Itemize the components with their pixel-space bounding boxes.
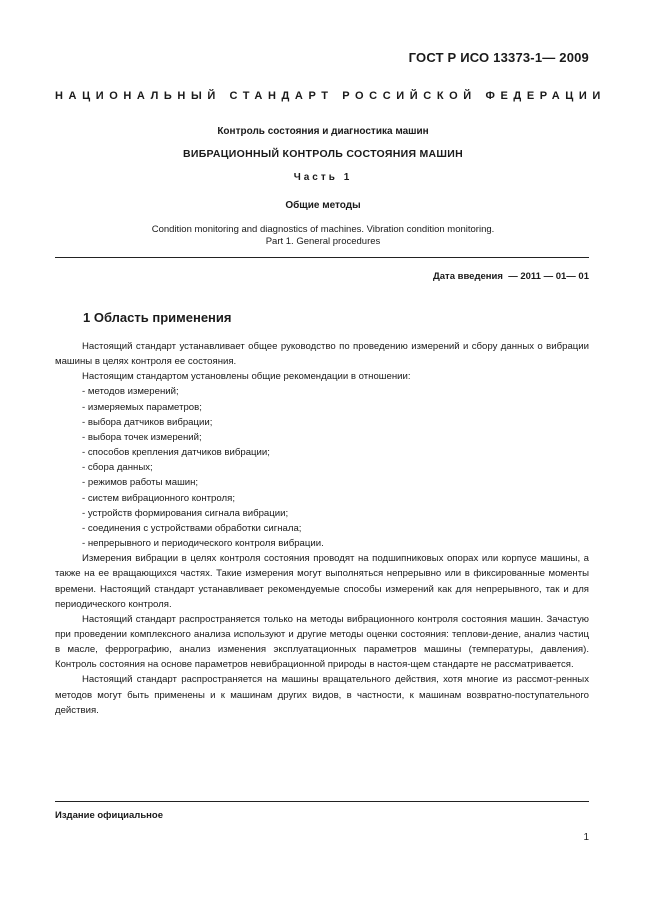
paragraph-5: Настоящий стандарт распространяется на машины вращательного действия, хотя многие из рассмот-ренных методов могут быть применены и к машинам других видов, в частности, к машинам возвратно-поступательного действия.	[55, 674, 589, 716]
top-divider	[55, 257, 589, 258]
part-title: Общие методы	[285, 200, 361, 211]
page-number: 1	[583, 832, 589, 843]
effective-date-value: — 2011 — 01— 01	[508, 271, 589, 282]
english-title	[0, 224, 646, 248]
list-item: - методов измерений;	[82, 386, 179, 398]
part-number: Часть 1	[293, 172, 353, 183]
paragraph-3: Измерения вибрации в целях контроля состояния проводят на подшипниковых опорах или корпусе машины, а также на ее вращающихся частях. Такие измерения могут выполняться непрерывно или в фиксированные моменты времени. Настоящий стандарт устанавливает рекомендуемые способы измерений как для непрерывного, так и для периодического контроля.	[55, 553, 589, 610]
paragraph-2: Настоящим стандартом установлены общие рекомендации в отношении:	[82, 371, 411, 383]
list-item: - выбора датчиков вибрации;	[82, 416, 213, 428]
list-item: - непрерывного и периодического контроля вибрации.	[82, 538, 324, 550]
official-edition: Издание официальное	[55, 810, 163, 821]
national-standard-banner: НАЦИОНАЛЬНЫЙ СТАНДАРТ РОССИЙСКОЙ ФЕДЕРАЦИИ	[55, 90, 606, 102]
list-item: - устройств формирования сигнала вибрации;	[82, 507, 289, 519]
standard-number: ГОСТ Р ИСО 13373-1— 2009	[408, 50, 589, 65]
section-body	[55, 339, 589, 718]
list-item: - систем вибрационного контроля;	[82, 492, 235, 504]
title-line-1: Контроль состояния и диагностика машин	[217, 126, 429, 137]
effective-date	[433, 271, 589, 282]
title-line-2: ВИБРАЦИОННЫЙ КОНТРОЛЬ СОСТОЯНИЯ МАШИН	[182, 148, 464, 160]
list-item: - способов крепления датчиков вибрации;	[82, 447, 270, 459]
effective-date-label: Дата введения	[433, 271, 503, 282]
list-item: - соединения с устройствами обработки сигнала;	[82, 522, 302, 534]
footer-divider	[55, 801, 589, 802]
section-heading: 1 Область применения	[83, 310, 232, 325]
paragraph-1: Настоящий стандарт устанавливает общее руководство по проведению измерений и сбору данных о вибрации машины в целях контроля ее состояния.	[55, 341, 589, 368]
english-title-line-1: Condition monitoring and diagnostics of machines. Vibration condition monitoring.	[151, 224, 495, 235]
list-item: - режимов работы машин;	[82, 477, 199, 489]
list-item: - измеряемых параметров;	[82, 401, 202, 413]
english-title-line-2: Part 1. General procedures	[265, 236, 381, 247]
list-item: - выбора точек измерений;	[82, 431, 202, 443]
paragraph-4: Настоящий стандарт распространяется только на методы вибрационного контроля состояния машин. Зачастую при проведении комплексного анализа используют и другие методы оценки состояния: теплови-дение, анализ частиц в масле, феррографию, анализ изменения эксплуатационных параметров машины (температуры, давления). Контроль состояния на основе параметров невибрационной природы в настоя-щем стандарте не рассматривается.	[55, 613, 589, 671]
list-item: - сбора данных;	[82, 462, 153, 474]
